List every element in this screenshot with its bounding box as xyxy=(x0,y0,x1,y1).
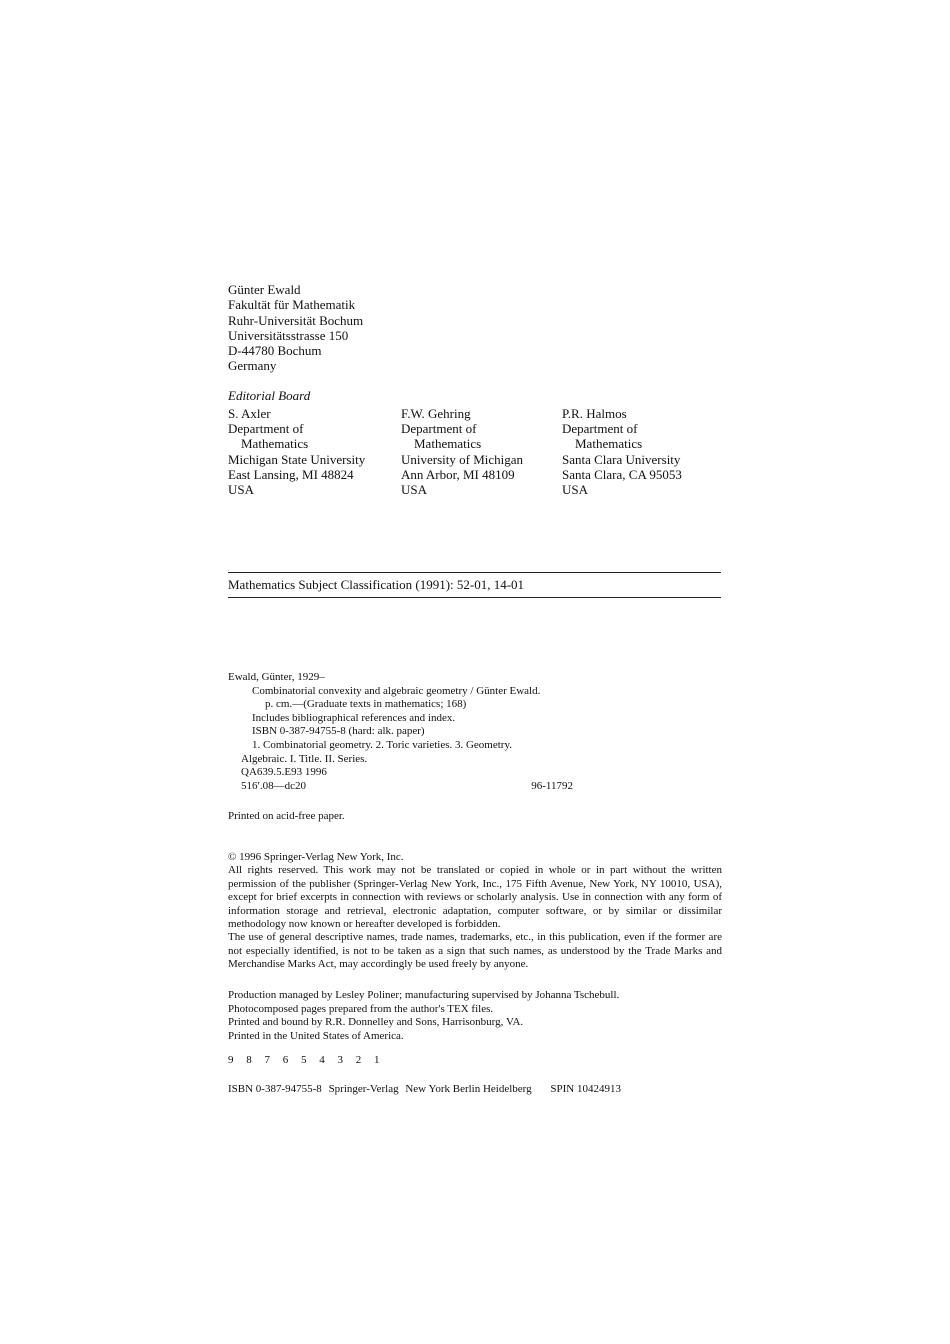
editor-dept-subject: Mathematics xyxy=(575,436,643,452)
msc-rule-top xyxy=(228,572,721,573)
editor-dept-subject: Mathematics xyxy=(241,436,309,452)
editor-university: Santa Clara University xyxy=(562,451,681,467)
cip-series: p. cm.—(Graduate texts in mathematics; 168) xyxy=(265,698,467,711)
editor-university: University of Michigan xyxy=(401,451,524,467)
author-university: Ruhr-Universität Bochum xyxy=(228,312,364,328)
names-paragraph: The use of general descriptive names, trade names, trademarks, etc., in this publication, even if the former are not especially identified, is not to be taken as a sign that such names, as understood by the Trade Marks and Merchandise Marks Act, may accordingly be used freely by anyone. xyxy=(228,931,722,971)
production-managed: Production managed by Lesley Poliner; manufacturing supervised by Johanna Tschebull. xyxy=(228,989,620,1001)
spin-number: SPIN 10424913 xyxy=(550,1083,621,1095)
editorial-board-heading: Editorial Board xyxy=(228,388,311,403)
subject-classification: Mathematics Subject Classification (1991): 52-01, 14-01 xyxy=(228,577,525,592)
cip-isbn: ISBN 0-387-94755-8 (hard: alk. paper) xyxy=(252,725,425,738)
author-faculty: Fakultät für Mathematik xyxy=(228,297,356,313)
author-country: Germany xyxy=(228,358,277,374)
editor-gehring xyxy=(401,406,523,497)
editor-dept: Department of xyxy=(228,421,304,437)
msc-rule-bottom xyxy=(228,597,721,598)
production-photocomposed: Photocomposed pages prepared from the author's TEX files. xyxy=(228,1002,494,1015)
isbn-number: ISBN 0-387-94755-8 xyxy=(228,1083,322,1095)
editor-city: East Lansing, MI 48824 xyxy=(228,466,354,482)
author-street: Universitätsstrasse 150 xyxy=(228,327,349,343)
editor-dept: Department of xyxy=(562,421,638,437)
cip-subjects-cont: Algebraic. I. Title. II. Series. xyxy=(241,752,368,765)
production-block xyxy=(228,989,619,1043)
isbn-line xyxy=(228,1083,625,1095)
publisher-cities: New York Berlin Heidelberg xyxy=(405,1083,532,1095)
editor-name: P.R. Halmos xyxy=(562,406,627,421)
cip-note: Includes bibliographical references and index. xyxy=(252,711,456,724)
editor-country: USA xyxy=(562,482,589,498)
author-city: D-44780 Bochum xyxy=(228,343,322,359)
cip-subjects: 1. Combinatorial geometry. 2. Toric varieties. 3. Geometry. xyxy=(252,738,513,751)
editor-name: F.W. Gehring xyxy=(401,406,471,421)
editor-name: S. Axler xyxy=(228,406,271,421)
production-printed-bound: Printed and bound by R.R. Donnelley and Sons, Harrisonburg, VA. xyxy=(228,1016,524,1029)
editor-halmos xyxy=(562,406,682,497)
author-name: Günter Ewald xyxy=(228,282,301,297)
printing-numbers: 9 8 7 6 5 4 3 2 1 xyxy=(228,1054,380,1066)
editor-dept-subject: Mathematics xyxy=(414,436,482,452)
acid-free-note: Printed on acid-free paper. xyxy=(228,810,345,822)
production-printed-in: Printed in the United States of America. xyxy=(228,1029,404,1042)
copyright-line: © 1996 Springer-Verlag New York, Inc. xyxy=(228,851,404,863)
cip-lc-number: QA639.5.E93 1996 xyxy=(241,766,327,779)
editor-country: USA xyxy=(228,482,255,498)
publisher-name: Springer-Verlag xyxy=(328,1083,399,1095)
cip-title: Combinatorial convexity and algebraic geometry / Günter Ewald. xyxy=(252,684,541,697)
editor-axler xyxy=(228,406,365,497)
rights-paragraph: All rights reserved. This work may not be translated or copied in whole or in part without the written permission of the publisher (Springer-Verlag New York, Inc., 175 Fifth Avenue, New York, NY 10010, USA), except for brief excerpts in connection with reviews or scholarly analysis. Use in connection with any form of information storage and retrieval, electronic adaptation, computer software, or by similar or dissimilar methodology now known or hereafter developed is forbidden. xyxy=(228,864,722,931)
editor-country: USA xyxy=(401,482,428,498)
cip-author: Ewald, Günter, 1929– xyxy=(228,671,325,683)
cip-dewey-row xyxy=(228,780,573,794)
author-address xyxy=(228,282,363,374)
cip-lccn: 96-11792 xyxy=(531,779,573,792)
copyright-block xyxy=(228,851,722,972)
editor-city: Ann Arbor, MI 48109 xyxy=(401,466,515,482)
editor-university: Michigan State University xyxy=(228,451,366,467)
cip-data-block xyxy=(228,671,573,793)
cip-dewey: 516′.08—dc20 xyxy=(241,779,307,792)
editor-city: Santa Clara, CA 95053 xyxy=(562,466,682,482)
editor-dept: Department of xyxy=(401,421,477,437)
